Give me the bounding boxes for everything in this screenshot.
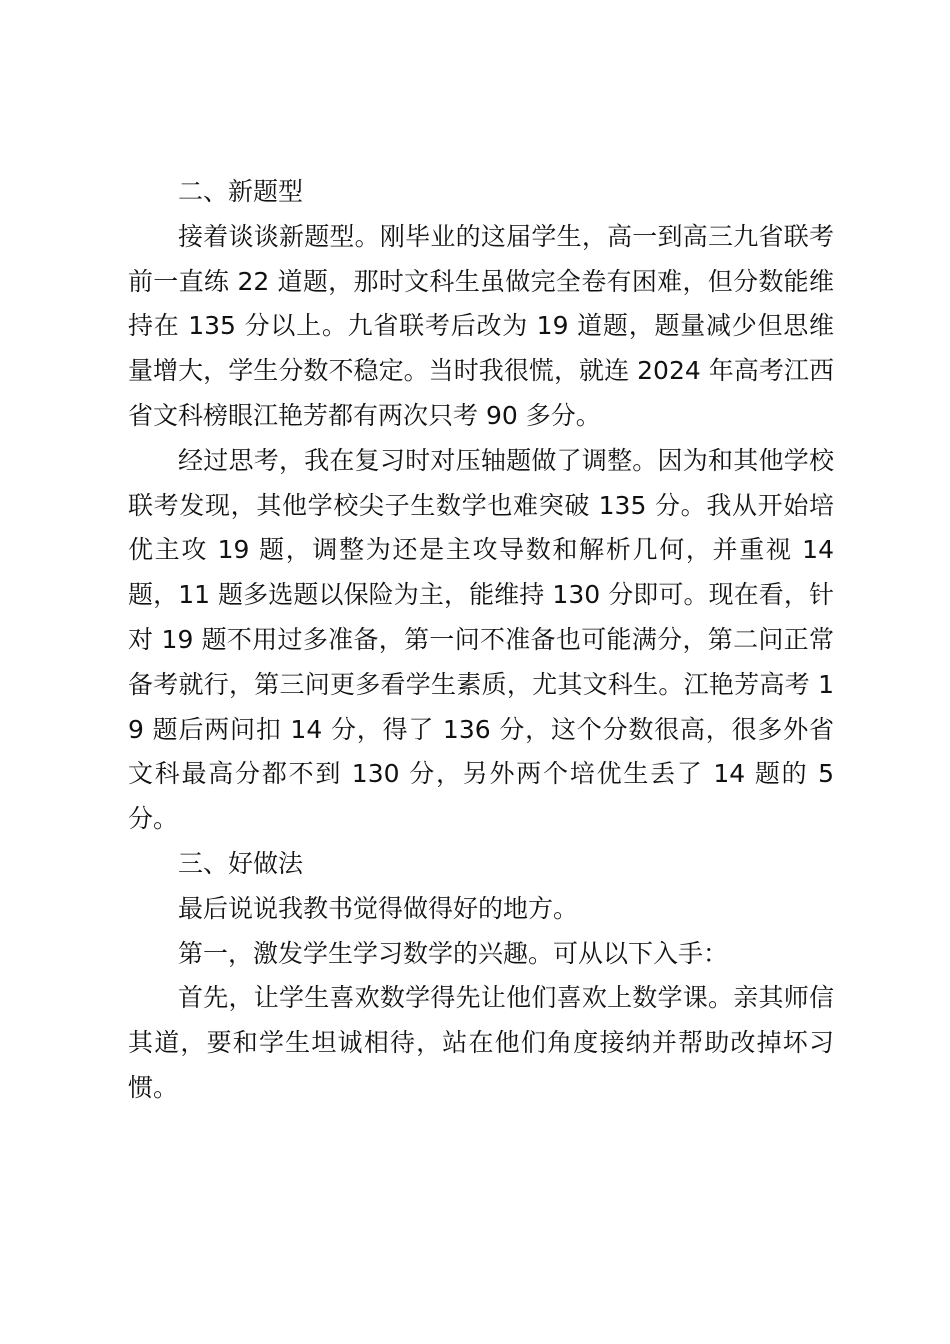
document-body [128, 170, 834, 1111]
section-heading-good-practices: 三、好做法 [178, 848, 304, 878]
paragraph: 首先，让学生喜欢数学得先让他们喜欢上数学课。亲其师信其道，要和学生坦诚相待，站在他们角度接纳并帮助改掉坏习惯。 [128, 983, 834, 1102]
paragraph: 接着谈谈新题型。刚毕业的这届学生，高一到高三九省联考前一直练 22 道题，那时文科生虽做完全卷有困难，但分数能维持在 135 分以上。九省联考后改为 19 道题，题量减少但思维量增大，学生分数不稳定。当时我很慌，就连 2024 年高考江西省文科榜眼江艳芳都有两次只考 90 多分。 [128, 221, 834, 430]
paragraph: 最后说说我教书觉得做得好的地方。 [178, 893, 579, 923]
section-heading-new-question-types: 二、新题型 [178, 177, 304, 206]
paragraph: 经过思考，我在复习时对压轴题做了调整。因为和其他学校联考发现，其他学校尖子生数学也难突破 135 分。我从开始培优主攻 19 题，调整为还是主攻导数和解析几何，并重视 14 题，11 题多选题以保险为主，能维持 130 分即可。现在看，针对 19 题不用过多准备，第一问不准备也可能满分，第二问正常备考就行，第三问更多看学生素质，尤其文科生。江艳芳高考 19 题后两问扣 14 分，得了 136 分，这个分数很高，很多外省文科最高分都不到 130 分，另外两个培优生丢了 14 题的 5 分。 [128, 445, 834, 834]
paragraph: 第一，激发学生学习数学的兴趣。可从以下入手： [178, 938, 729, 968]
